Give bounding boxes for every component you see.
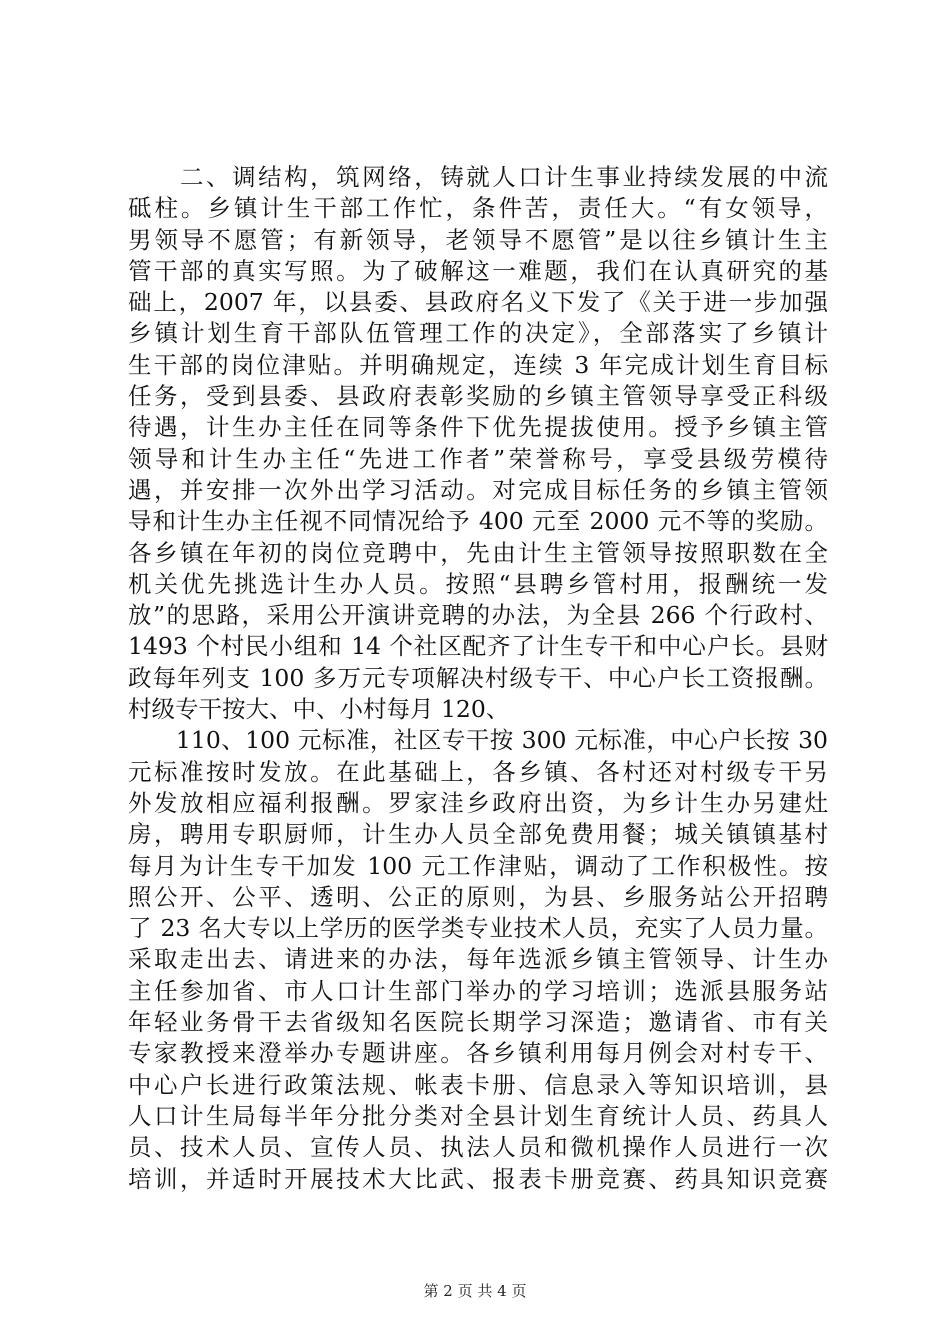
text-line: 领导和计生办主任“先进工作者”荣誉称号，享受县级劳模待 (128, 444, 828, 473)
document-body (128, 162, 828, 1195)
text-line: 培训，并适时开展技术大比武、报表卡册竞赛、药具知识竞赛 (128, 1164, 828, 1193)
text-line: 村级专干按大、中、小村每月 120、 (128, 695, 510, 724)
text-line: 了 23 名大专以上学历的医学类专业技术人员，充实了人员力量。 (128, 914, 828, 943)
text-line: 导和计生办主任视不同情况给予 400 元至 2000 元不等的奖励。 (128, 507, 828, 536)
text-line: 生干部的岗位津贴。并明确规定，连续 3 年完成计划生育目标 (128, 350, 828, 379)
text-line: 专家教授来澄举办专题讲座。各乡镇利用每月例会对村专干、 (128, 1039, 828, 1068)
text-line: 男领导不愿管；有新领导，老领导不愿管”是以往乡镇计生主 (128, 225, 828, 254)
text-line: 遇，并安排一次外出学习活动。对完成目标任务的乡镇主管领 (128, 475, 828, 504)
text-line: 照公开、公平、透明、公正的原则，为县、乡服务站公开招聘 (128, 882, 828, 911)
text-line: 1493 个村民小组和 14 个社区配齐了计生专干和中心户长。县财 (128, 632, 828, 661)
text-line: 员、技术人员、宣传人员、执法人员和微机操作人员进行一次 (128, 1133, 828, 1162)
text-line: 机关优先挑选计生办人员。按照“县聘乡管村用，报酬统一发 (128, 569, 828, 598)
text-line: 人口计生局每半年分批分类对全县计划生育统计人员、药具人 (128, 1101, 828, 1130)
text-line: 中心户长进行政策法规、帐表卡册、信息录入等知识培训，县 (128, 1070, 828, 1099)
text-line: 待遇，计生办主任在同等条件下优先提拔使用。授予乡镇主管 (128, 413, 828, 442)
text-line: 房，聘用专职厨师，计生办人员全部免费用餐；城关镇镇基村 (128, 820, 828, 849)
text-line: 各乡镇在年初的岗位竞聘中，先由计生主管领导按照职数在全 (128, 538, 828, 567)
text-line: 110、100 元标准，社区专干按 300 元标准，中心户长按 30 (128, 726, 828, 755)
text-line: 任务，受到县委、县政府表彰奖励的乡镇主管领导享受正科级 (128, 382, 828, 411)
text-line: 管干部的真实写照。为了破解这一难题，我们在认真研究的基 (128, 256, 828, 285)
text-line: 外发放相应福利报酬。罗家洼乡政府出资，为乡计生办另建灶 (128, 788, 828, 817)
text-line: 主任参加省、市人口计生部门举办的学习培训；选派县服务站 (128, 976, 828, 1005)
text-line: 二、调结构，筑网络，铸就人口计生事业持续发展的中流 (128, 163, 828, 191)
text-line: 础上，2007 年，以县委、县政府名义下发了《关于进一步加强 (128, 288, 828, 317)
text-line: 年轻业务骨干去省级知名医院长期学习深造；邀请省、市有关 (128, 1008, 828, 1037)
text-line: 砥柱。乡镇计生干部工作忙，条件苦，责任大。“有女领导， (128, 194, 828, 223)
text-line: 放”的思路，采用公开演讲竞聘的办法，为全县 266 个行政村、 (128, 601, 828, 630)
text-line: 每月为计生专干加发 100 元工作津贴，调动了工作积极性。按 (128, 851, 828, 880)
text-line: 乡镇计划生育干部队伍管理工作的决定》，全部落实了乡镇计 (128, 319, 828, 348)
text-line: 采取走出去、请进来的办法，每年选派乡镇主管领导、计生办 (128, 945, 828, 974)
text-line: 政每年列支 100 多万元专项解决村级专干、中心户长工资报酬。 (128, 663, 828, 692)
page-number-footer: 第 2 页 共 4 页 (423, 1282, 527, 1300)
text-line: 元标准按时发放。在此基础上，各乡镇、各村还对村级专干另 (128, 757, 828, 786)
